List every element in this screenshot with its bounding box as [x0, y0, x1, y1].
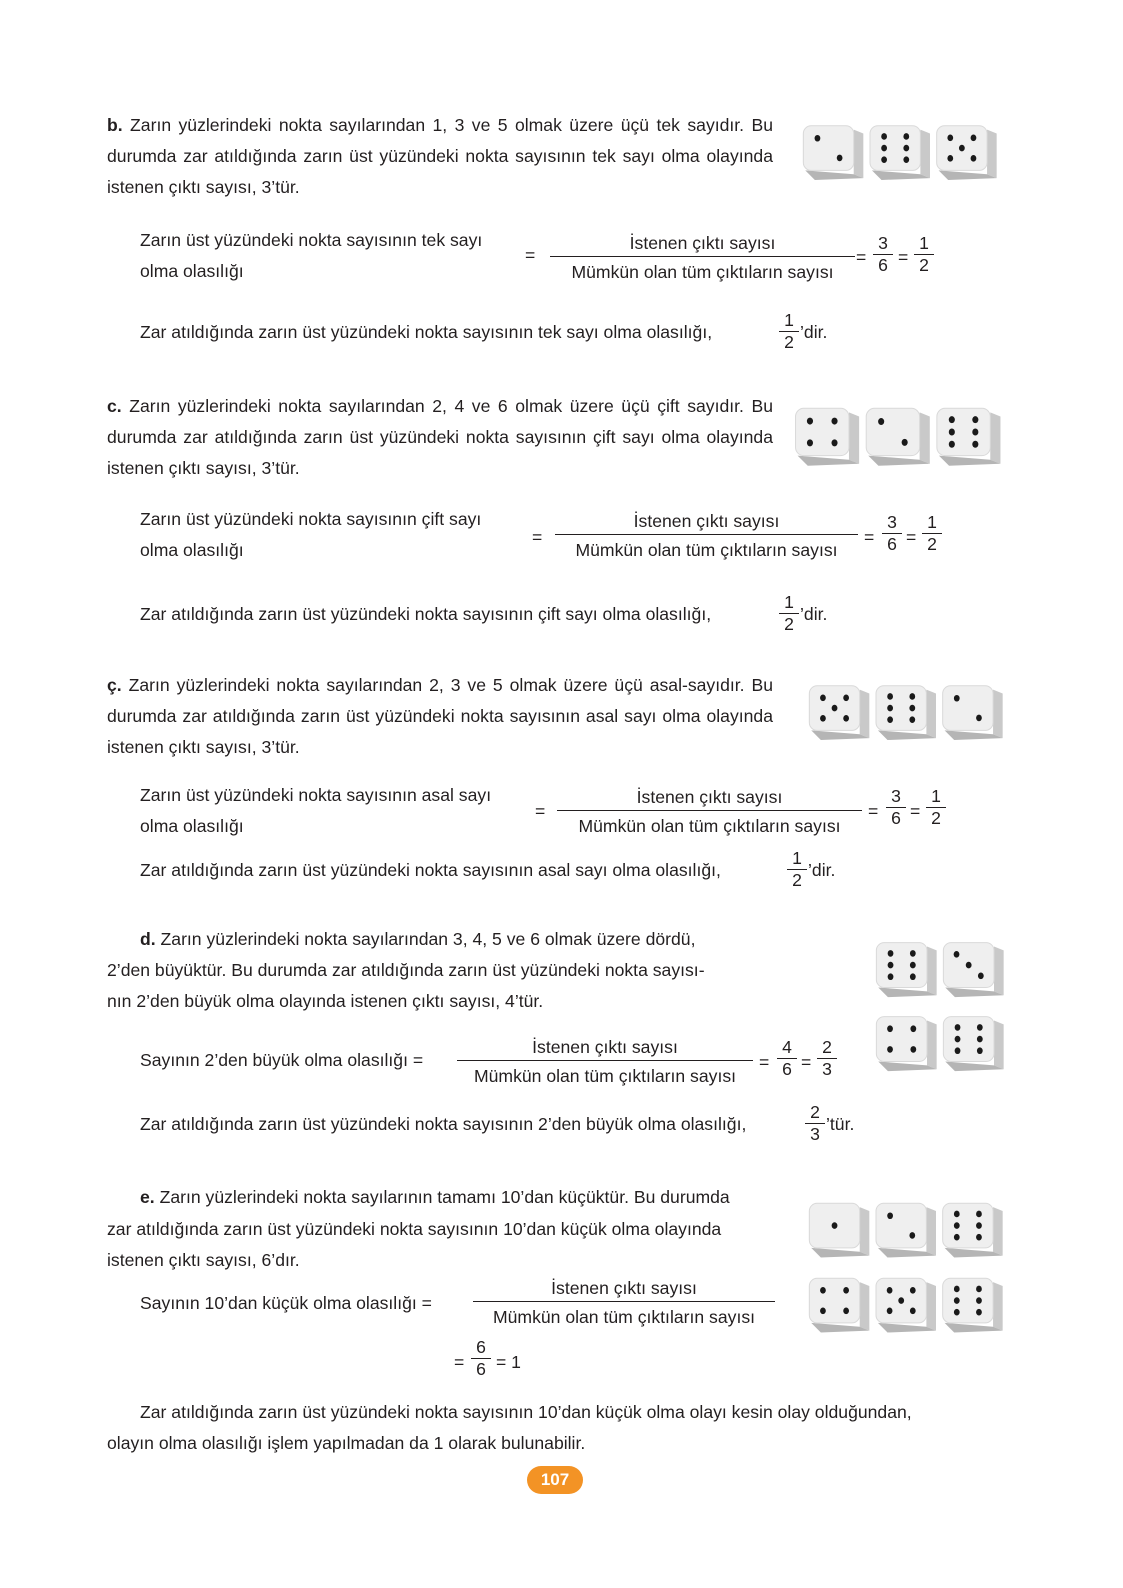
die-5 [809, 686, 869, 740]
denominator: 6 [782, 1059, 792, 1079]
section-d-fraction-4-6 [777, 1038, 797, 1079]
die-5 [937, 126, 997, 180]
numerator: 1 [927, 512, 937, 532]
section-c-conclusion: Zar atıldığında zarın üst yüzündeki nokta sayısının çift sayı olma olasılığı, [140, 604, 712, 624]
section-d-conclusion-suffix: ’tür. [826, 1114, 855, 1134]
fraction-numerator: İstenen çıktı sayısı [633, 511, 780, 531]
denominator: 6 [887, 534, 897, 554]
die-4 [796, 408, 860, 465]
numerator: 2 [822, 1037, 832, 1057]
numerator: 1 [792, 848, 802, 868]
section-e-result: = 1 [496, 1352, 521, 1372]
equals-sign: = [856, 247, 867, 267]
section-d-main-fraction [457, 1034, 753, 1087]
section-d-label: Sayının 2’den büyük olma olasılığı = [140, 1050, 424, 1070]
numerator: 3 [878, 233, 888, 253]
equals-sign: = [910, 801, 921, 821]
numerator: 1 [931, 786, 941, 806]
section-cc-conclusion-fraction [787, 849, 807, 890]
numerator: 6 [476, 1337, 486, 1357]
section-b-paragraph [107, 110, 773, 203]
section-d-line1 [140, 929, 695, 950]
section-c-conclusion-fraction [779, 593, 799, 634]
fraction-denominator: Mümkün olan tüm çıktıların sayısı [571, 262, 834, 282]
section-e-label: Sayının 10’dan küçük olma olasılığı = [140, 1293, 432, 1313]
die-2 [876, 1203, 936, 1257]
equals-sign: = [532, 527, 543, 547]
section-cc-conclusion-suffix: ’dir. [808, 860, 836, 880]
numerator: 3 [887, 512, 897, 532]
numerator: 4 [782, 1037, 792, 1057]
fraction-denominator: Mümkün olan tüm çıktıların sayısı [578, 816, 841, 836]
die-6 [876, 943, 936, 998]
denominator: 2 [784, 614, 794, 634]
section-d-line2: 2’den büyüktür. Bu durumda zar atıldığında zarın üst yüzündeki nokta sayısı- [107, 960, 705, 980]
equals-sign: = [906, 527, 917, 547]
section-b-conclusion-fraction [779, 311, 799, 352]
section-d-dice-illustration [873, 930, 1007, 1078]
die-2 [943, 686, 1003, 740]
die-6 [937, 408, 1001, 465]
section-e-letter: e. [140, 1187, 155, 1207]
section-b-conclusion: Zar atıldığında zarın üst yüzündeki nokta sayısının tek sayı olma olasılığı, [140, 322, 713, 342]
numerator: 2 [810, 1102, 820, 1122]
section-d-fraction-2-3 [817, 1038, 837, 1079]
section-d-conclusion-fraction [805, 1103, 825, 1144]
die-6 [943, 1278, 1003, 1332]
fraction-numerator: İstenen çıktı sayısı [532, 1037, 678, 1057]
section-c-label [140, 504, 481, 566]
equals-sign: = [759, 1052, 770, 1072]
die-4 [809, 1278, 869, 1332]
denominator: 3 [822, 1059, 832, 1079]
section-e-dice-illustration [806, 1190, 1006, 1340]
section-cc-fraction-3-6 [886, 787, 906, 828]
die-3 [943, 943, 1003, 998]
die-6 [943, 1017, 1003, 1072]
section-d-conclusion: Zar atıldığında zarın üst yüzündeki nokta sayısının 2’den büyük olma olasılığı, [140, 1114, 747, 1134]
section-e-line3: istenen çıktı sayısı, 6’dır. [107, 1250, 300, 1270]
section-c-fraction-3-6 [882, 513, 902, 554]
fraction-numerator: İstenen çıktı sayısı [551, 1278, 697, 1298]
section-d-line3: nın 2’den büyük olma olayında istenen çıktı sayısı, 4’tür. [107, 991, 544, 1011]
section-c-dice-illustration [792, 395, 1004, 473]
section-e-main-fraction [473, 1275, 775, 1328]
equals-sign: = [525, 245, 536, 265]
numerator: 1 [784, 310, 794, 330]
section-cc-label [140, 780, 491, 842]
section-e-final-line2: olayın olma olasılığı işlem yapılmadan da 1 olarak bulunabilir. [107, 1433, 586, 1453]
section-d-line1-text: Zarın yüzlerindeki nokta sayılarından 3, 4, 5 ve 6 olmak üzere dördü, [160, 929, 696, 949]
section-cc-dice-illustration [806, 672, 1006, 748]
fraction-numerator: İstenen çıktı sayısı [629, 233, 776, 253]
die-6 [870, 126, 930, 180]
section-c-fraction-1-2 [922, 513, 942, 554]
denominator: 2 [919, 255, 929, 275]
equals-sign: = [864, 527, 875, 547]
die-4 [876, 1017, 936, 1072]
section-e-line1-text: Zarın yüzlerindeki nokta sayılarının tamamı 10’dan küçüktür. Bu durumda [159, 1187, 730, 1207]
section-c-label-line2: olma olasılığı [140, 540, 244, 560]
die-6 [943, 1203, 1003, 1257]
die-2 [803, 126, 863, 180]
page-number-badge: 107 [527, 1466, 583, 1494]
section-b-label [140, 225, 482, 287]
section-b-letter: b. [107, 115, 123, 135]
section-b-text: Zarın yüzlerindeki nokta sayılarından 1, 3 ve 5 olmak üzere üçü tek sayıdır. Bu durumda zar atıldığında zarın üst yüzündeki nokta sayısının tek sayı olma olayında istenen çıktı sayısı, 3’tür. [107, 115, 773, 197]
equals-sign: = [801, 1052, 812, 1072]
section-c-label-line1: Zarın üst yüzündeki nokta sayısının çift sayı [140, 509, 482, 529]
section-c-letter: c. [107, 396, 122, 416]
fraction-denominator: Mümkün olan tüm çıktıların sayısı [492, 1307, 756, 1327]
die-5 [876, 1278, 936, 1332]
section-c-text: Zarın yüzlerindeki nokta sayılarından 2, 4 ve 6 olmak üzere üçü çift sayıdır. Bu durumda zar atıldığında zarın üst yüzündeki nokta sayısının çift sayı olma olayında istenen çıktı sayısı, 3’tür. [107, 396, 773, 478]
denominator: 6 [891, 808, 901, 828]
section-b-fraction-1-2 [914, 234, 934, 275]
section-b-dice-illustration [800, 112, 1000, 188]
section-d-letter: d. [140, 929, 156, 949]
section-c-paragraph [107, 391, 773, 484]
equals-sign: = [898, 247, 909, 267]
section-cc-fraction-1-2 [926, 787, 946, 828]
die-6 [876, 686, 936, 740]
equals-sign: = [535, 801, 546, 821]
fraction-numerator: İstenen çıktı sayısı [636, 787, 783, 807]
die-1 [809, 1203, 869, 1257]
section-cc-text: Zarın yüzlerindeki nokta sayılarından 2, 3 ve 5 olmak üzere üçü asal-sayıdır. Bu durumda zar atıldığında zarın üst yüzündeki nokta sayısının asal sayı olma olayında istenen çıktı sayısı, 3’tür. [107, 675, 773, 757]
numerator: 3 [891, 786, 901, 806]
section-c-conclusion-suffix: ’dir. [800, 604, 828, 624]
denominator: 6 [878, 255, 888, 275]
denominator: 2 [927, 534, 937, 554]
section-c-main-fraction [555, 508, 858, 561]
section-cc-label-line2: olma olasılığı [140, 816, 244, 836]
denominator: 3 [810, 1124, 820, 1144]
section-cc-paragraph [107, 670, 773, 763]
denominator: 2 [784, 332, 794, 352]
section-b-main-fraction [550, 230, 855, 283]
section-b-conclusion-suffix: ’dir. [800, 322, 828, 342]
section-e-final-line1: Zar atıldığında zarın üst yüzündeki nokta sayısının 10’dan küçük olma olayı kesin olay olduğundan, [140, 1402, 912, 1422]
section-cc-label-line1: Zarın üst yüzündeki nokta sayısının asal sayı [140, 785, 492, 805]
equals-sign: = [454, 1352, 465, 1372]
section-cc-main-fraction [557, 784, 862, 837]
section-b-label-line2: olma olasılığı [140, 261, 244, 281]
denominator: 2 [931, 808, 941, 828]
section-cc-conclusion: Zar atıldığında zarın üst yüzündeki nokta sayısının asal sayı olma olasılığı, [140, 860, 721, 880]
section-cc-letter: ç. [107, 675, 122, 695]
denominator: 6 [476, 1359, 486, 1379]
equals-sign: = [868, 801, 879, 821]
section-e-line2: zar atıldığında zarın üst yüzündeki nokta sayısının 10’dan küçük olma olayında [107, 1219, 722, 1239]
numerator: 1 [784, 592, 794, 612]
section-e-line1 [140, 1187, 730, 1208]
fraction-denominator: Mümkün olan tüm çıktıların sayısı [473, 1066, 737, 1086]
die-2 [866, 408, 930, 465]
fraction-denominator: Mümkün olan tüm çıktıların sayısı [575, 540, 838, 560]
numerator: 1 [919, 233, 929, 253]
section-e-fraction-6-6 [471, 1338, 491, 1379]
section-b-label-line1: Zarın üst yüzündeki nokta sayısının tek sayı [140, 230, 483, 250]
section-b-fraction-3-6 [873, 234, 893, 275]
denominator: 2 [792, 870, 802, 890]
